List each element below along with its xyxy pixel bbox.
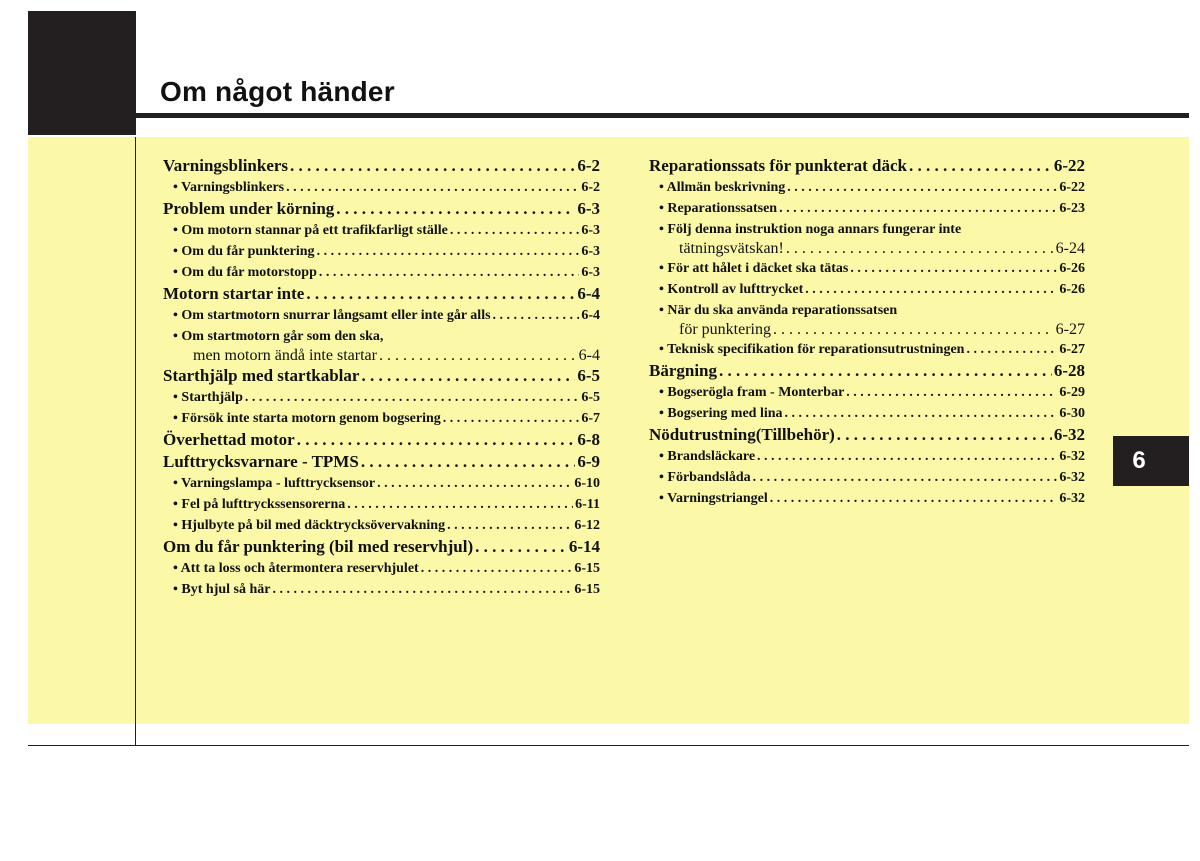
toc-subentry[interactable] [649,488,1085,509]
toc-subentry[interactable] [163,579,600,600]
toc-subentry[interactable] [163,220,600,241]
toc-page-number: 6-3 [581,244,600,259]
toc-page-number: 6-4 [581,308,600,323]
toc-leader-dots [347,494,573,515]
toc-leader-dots [966,339,1057,360]
toc-entry-label: • Bogsering med lina [659,406,783,421]
toc-page-number: 6-5 [577,366,600,385]
toc-subentry[interactable] [649,279,1085,300]
toc-entry-label: Bärgning [649,361,718,380]
toc-subentry[interactable] [649,446,1085,467]
toc-leader-dots [787,177,1057,198]
toc-page-number: 6-26 [1059,261,1085,276]
toc-leader-dots [753,467,1058,488]
toc-entry-label: • Följ denna instruktion noga annars fungerar inte [659,222,962,237]
toc-entry-label: • Fel på lufttryckssensorerna [173,497,346,512]
toc-subentry[interactable] [649,339,1085,360]
toc-entry-label: • Att ta loss och återmontera reservhjulet [173,561,419,576]
toc-subentry[interactable] [649,382,1085,403]
toc-page-number: 6-27 [1059,342,1085,357]
toc-subentry[interactable] [163,558,600,579]
toc-entry-label: Problem under körning [163,199,335,218]
toc-page-number: 6-32 [1053,425,1085,444]
toc-leader-dots [379,347,577,365]
toc-subentry[interactable] [649,240,1085,258]
toc-entry-label: • Om motorn stannar på ett trafikfarligt ställe [173,223,448,238]
toc-page-number: 6-15 [574,582,600,597]
toc-page-number: 6-26 [1059,282,1085,297]
bottom-rule [28,745,1189,746]
toc-entry-label: Motorn startar inte [163,284,305,303]
toc-entry-label: • Bogserögla fram - Monterbar [659,385,845,400]
toc-page-number: 6-24 [1055,240,1085,257]
toc-page-number: 6-9 [577,452,600,471]
toc-page-number: 6-28 [1053,361,1085,380]
toc-subentry[interactable] [163,387,600,408]
toc-section-entry[interactable] [649,360,1085,382]
toc-entry-label: • Reparationssatsen [659,201,778,216]
toc-page-number: 6-2 [581,180,600,195]
toc-leader-dots [909,155,1052,177]
toc-entry-label: • Teknisk specifikation för reparationsutrustningen [659,342,965,357]
toc-page-number: 6-10 [574,476,600,491]
toc-page-number: 6-12 [574,518,600,533]
toc-page-number: 6-29 [1059,385,1085,400]
toc-entry-label: tätningsvätskan! [679,240,784,257]
toc-leader-dots [837,424,1052,446]
chapter-header-block [28,11,136,135]
toc-subentry[interactable] [649,300,1085,321]
toc-leader-dots [377,473,572,494]
toc-entry-label: • Försök inte starta motorn genom bogsering [173,411,441,426]
toc-entry-label: • Varningstriangel [659,491,768,506]
toc-section-entry[interactable] [163,365,600,387]
toc-leader-dots [850,258,1057,279]
toc-leader-dots [319,262,579,283]
toc-page-number: 6-4 [578,347,600,364]
toc-leader-dots [361,365,575,387]
toc-page-number: 6-7 [581,411,600,426]
toc-section-entry[interactable] [649,424,1085,446]
toc-entry-label: men motorn ändå inte startar [193,347,377,364]
toc-subentry[interactable] [163,241,600,262]
toc-subentry[interactable] [163,305,600,326]
toc-entry-label: Om du får punktering (bil med reservhjul) [163,537,474,556]
toc-page-number: 6-15 [574,561,600,576]
toc-leader-dots [785,403,1058,424]
toc-entry-label: • Brandsläckare [659,449,756,464]
toc-entry-label: • Om du får punktering [173,244,315,259]
toc-entry-label: • Varningsblinkers [173,180,285,195]
toc-section-entry[interactable] [163,536,600,558]
toc-subentry[interactable] [163,262,600,283]
toc-leader-dots [306,283,575,305]
toc-entry-label: • Om du får motorstopp [173,265,317,280]
margin-line [135,137,136,746]
toc-subentry[interactable] [163,515,600,536]
toc-leader-dots [245,387,579,408]
toc-entry-label: • Allmän beskrivning [659,180,786,195]
toc-leader-dots [447,515,572,536]
toc-entry-label: • Förbandslåda [659,470,751,485]
toc-page-number: 6-32 [1059,470,1085,485]
toc-page-number: 6-2 [577,156,600,175]
toc-leader-dots [361,451,576,473]
toc-leader-dots [719,360,1052,382]
toc-subentry[interactable] [649,403,1085,424]
toc-subentry[interactable] [649,177,1085,198]
toc-leader-dots [272,579,572,600]
toc-entry-label: Starthjälp med startkablar [163,366,360,385]
toc-section-entry[interactable] [163,429,600,451]
toc-leader-dots [805,279,1057,300]
toc-entry-label: • När du ska använda reparationssatsen [659,303,898,318]
toc-subentry[interactable] [163,408,600,429]
toc-entry-label: • För att hålet i däcket ska tätas [659,261,849,276]
toc-entry-label: för punktering [679,321,771,338]
toc-leader-dots [475,536,567,558]
toc-page-number: 6-8 [577,430,600,449]
toc-subentry[interactable] [163,326,600,347]
toc-subentry[interactable] [649,258,1085,279]
toc-page-number: 6-3 [577,199,600,218]
toc-page-number: 6-4 [577,284,600,303]
toc-leader-dots [317,241,580,262]
toc-leader-dots [493,305,580,326]
toc-entry-label: • Om startmotorn går som den ska, [173,329,384,344]
toc-entry-label: Överhettad motor [163,430,295,449]
toc-leader-dots [443,408,580,429]
toc-leader-dots [770,488,1058,509]
chapter-tab[interactable]: 6 [1113,436,1189,486]
toc-subentry[interactable] [163,494,600,515]
toc-section-entry[interactable] [649,155,1085,177]
toc-page-number: 6-22 [1053,156,1085,175]
toc-subentry[interactable] [649,321,1085,339]
toc-section-entry[interactable] [163,451,600,473]
page-title: Om något händer [160,76,395,107]
toc-page-number: 6-27 [1055,321,1085,338]
toc-page-number: 6-30 [1059,406,1085,421]
toc-subentry[interactable] [649,219,1085,240]
toc-section-entry[interactable] [163,198,600,220]
toc-entry-label: Varningsblinkers [163,156,289,175]
toc-leader-dots [286,177,579,198]
toc-page-number: 6-23 [1059,201,1085,216]
toc-leader-dots [779,198,1057,219]
toc-entry-label: Lufttrycksvarnare - TPMS [163,452,359,471]
toc-entry-label: Reparationssats för punkterat däck [649,156,908,175]
toc-entry-label: • Varningslampa - lufttrycksensor [173,476,376,491]
title-rule [136,113,1189,118]
toc-page-number: 6-32 [1059,491,1085,506]
toc-subentry[interactable] [163,473,600,494]
toc-leader-dots [757,446,1057,467]
toc-leader-dots [421,558,573,579]
toc-section-entry[interactable] [163,283,600,305]
toc-subentry[interactable] [649,467,1085,488]
toc-right-column [649,155,1085,509]
toc-section-entry[interactable] [163,155,600,177]
toc-entry-label: • Om startmotorn snurrar långsamt eller inte går alls [173,308,491,323]
toc-page-number: 6-3 [581,265,600,280]
toc-leader-dots [290,155,575,177]
toc-page-number: 6-14 [568,537,600,556]
toc-leader-dots [450,220,579,241]
toc-page-number: 6-11 [575,497,600,512]
toc-entry-label: • Byt hjul så här [173,582,271,597]
toc-entry-label: Nödutrustning(Tillbehör) [649,425,835,444]
toc-entry-label: • Starthjälp [173,390,243,405]
toc-leader-dots [786,240,1054,258]
toc-subentry[interactable] [649,198,1085,219]
toc-leader-dots [297,429,576,451]
toc-leader-dots [336,198,575,220]
toc-page-number: 6-3 [581,223,600,238]
toc-page-number: 6-22 [1059,180,1085,195]
toc-leader-dots [846,382,1057,403]
toc-subentry[interactable] [163,347,600,365]
toc-page-number: 6-32 [1059,449,1085,464]
toc-left-column [163,155,600,600]
toc-leader-dots [773,321,1054,339]
toc-page-number: 6-5 [581,390,600,405]
toc-entry-label: • Kontroll av lufttrycket [659,282,804,297]
toc-entry-label: • Hjulbyte på bil med däcktrycksövervakning [173,518,446,533]
toc-subentry[interactable] [163,177,600,198]
